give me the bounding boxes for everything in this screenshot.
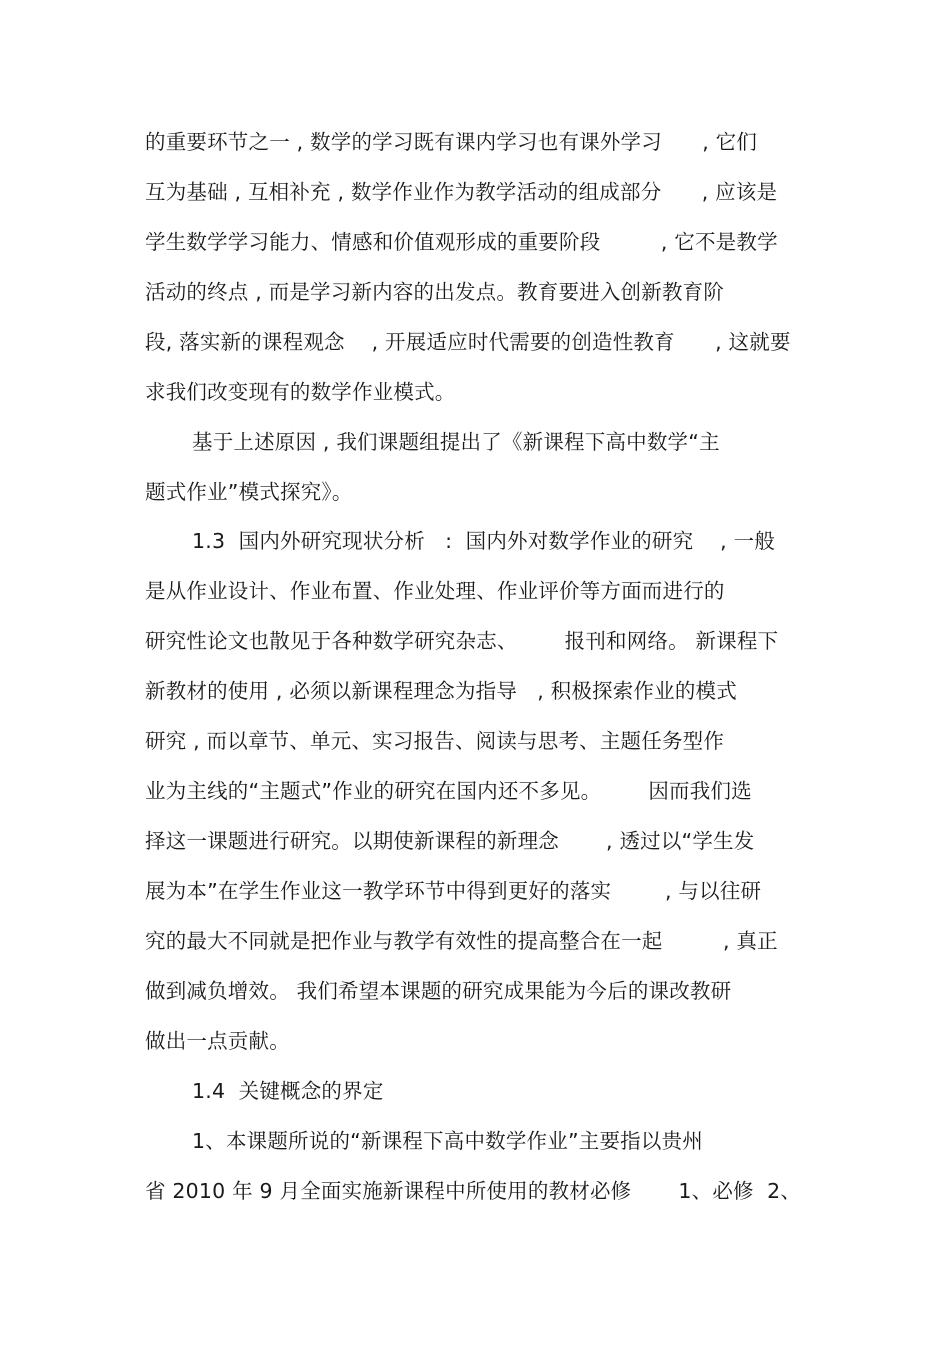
paragraph-line: 业为主线的“主题式”作业的研究在国内还不多见。 因而我们选 — [145, 779, 752, 803]
paragraph-line: 究的最大不同就是把作业与教学有效性的提高整合在一起 , 真正 — [145, 929, 778, 953]
paragraph-line: 做到减负增效。 我们希望本课题的研究成果能为今后的课改教研 — [145, 979, 732, 1003]
paragraph-line: 求我们改变现有的数学作业模式。 — [145, 380, 456, 404]
paragraph-line: 研究性论文也散见于各种数学研究杂志、 报刊和网络。 新课程下 — [145, 629, 779, 653]
paragraph-line: 活动的终点 , 而是学习新内容的出发点。教育要进入创新教育阶 — [145, 280, 725, 304]
paragraph-line: 研究 , 而以章节、单元、实习报告、阅读与思考、主题任务型作 — [145, 729, 725, 753]
paragraph-line: 是从作业设计、作业布置、作业处理、作业评价等方面而进行的 — [145, 579, 725, 603]
paragraph-line: 择这一课题进行研究。以期使新课程的新理念 , 透过以“学生发 — [145, 829, 755, 853]
paragraph-line: 题式作业”模式探究》。 — [145, 480, 353, 504]
paragraph-line: 基于上述原因 , 我们课题组提出了《新课程下高中数学“主 — [192, 430, 720, 454]
paragraph-line: 展为本”在学生作业这一教学环节中得到更好的落实 , 与以往研 — [145, 879, 762, 903]
section-heading-1-4: 1.4 关键概念的界定 — [192, 1079, 384, 1103]
paragraph-line: 互为基础 , 互相补充 , 数学作业作为教学活动的组成部分 , 应该是 — [145, 180, 778, 204]
paragraph-line: 段, 落实新的课程观念 , 开展适应时代需要的创造性教育 , 这就要 — [145, 330, 791, 354]
paragraph-line: 省 2010 年 9 月全面实施新课程中所使用的教材必修 1、必修 2、 — [145, 1179, 802, 1203]
paragraph-line: 的重要环节之一 , 数学的学习既有课内学习也有课外学习 , 它们 — [145, 130, 758, 154]
section-heading-1-3: 1.3 国内外研究现状分析 : 国内外对数学作业的研究 , 一般 — [192, 529, 776, 553]
paragraph-line: 新教材的使用 , 必须以新课程理念为指导 , 积极探索作业的模式 — [145, 679, 737, 703]
paragraph-line: 学生数学学习能力、情感和价值观形成的重要阶段 , 它不是教学 — [145, 230, 778, 254]
paragraph-line: 1、本课题所说的“新课程下高中数学作业”主要指以贵州 — [192, 1129, 703, 1153]
paragraph-line: 做出一点贡献。 — [145, 1029, 290, 1053]
